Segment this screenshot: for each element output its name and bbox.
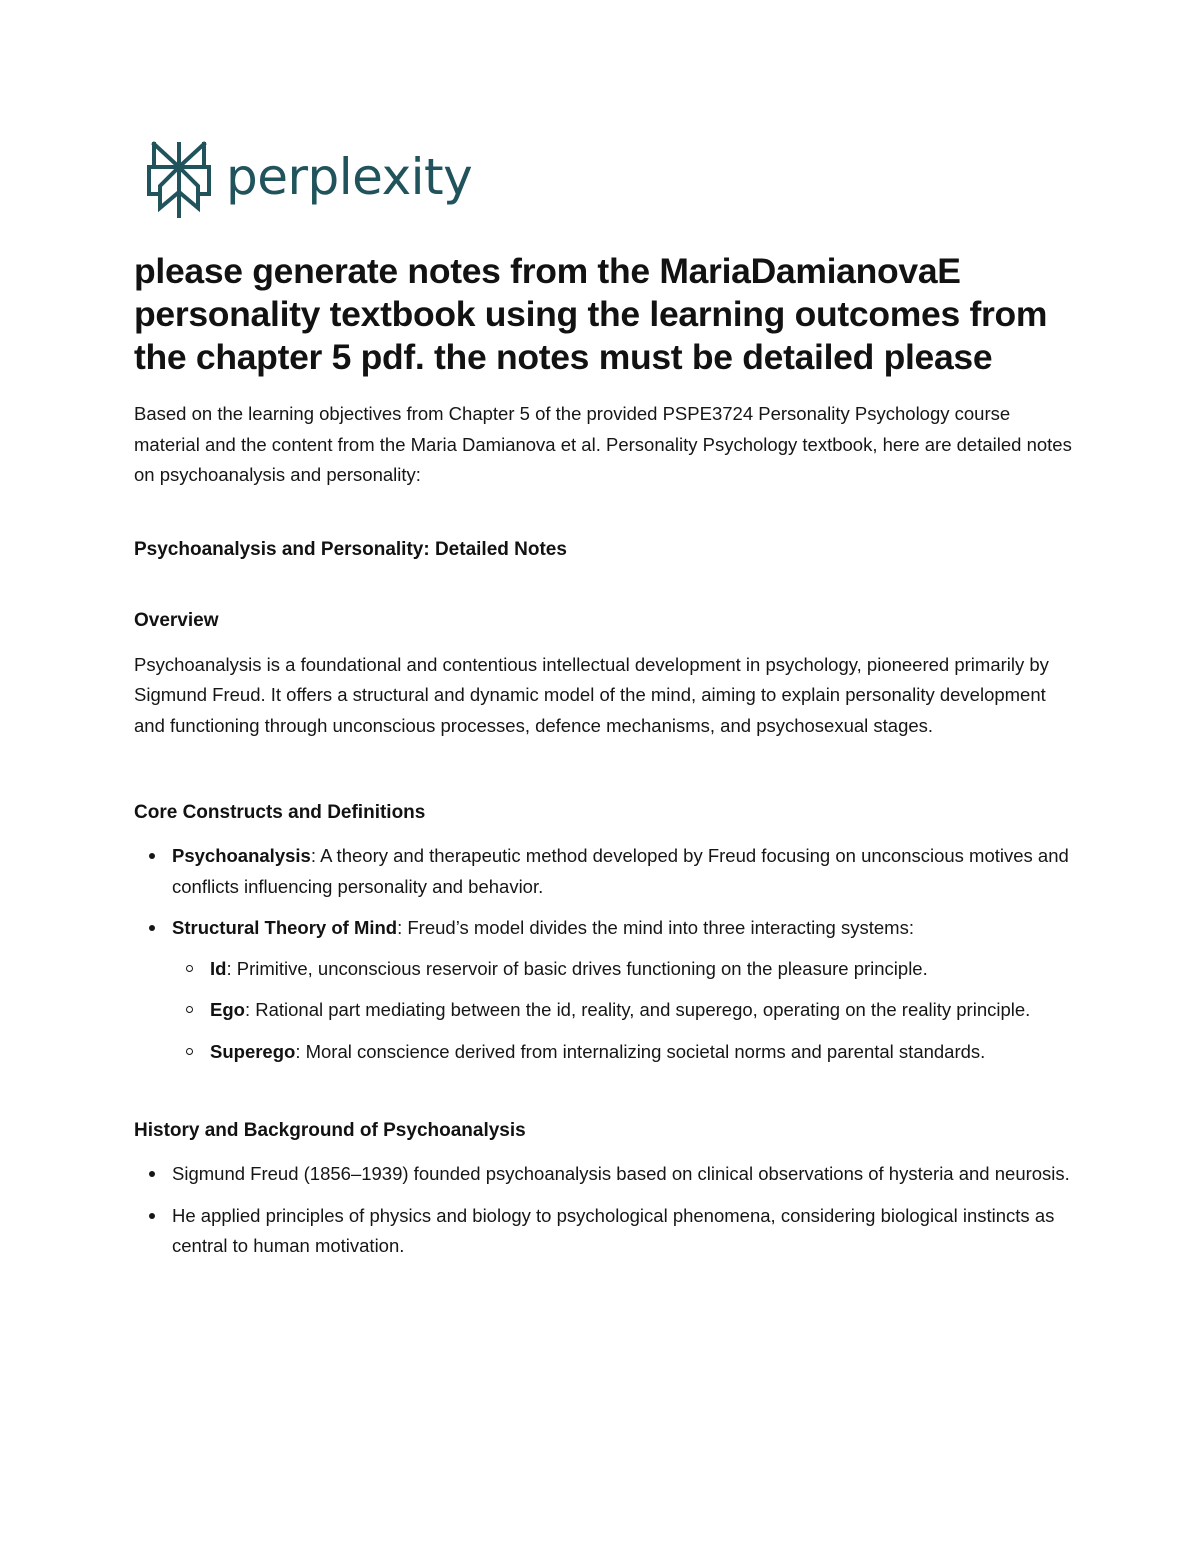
- notes-content: [134, 250, 1074, 1273]
- list-item-superego: [172, 1037, 1074, 1068]
- definition-psychoanalysis: : A theory and therapeutic method developed by Freud focusing on unconscious motives and conflicts influencing personality and behavior.: [172, 845, 1069, 897]
- list-item-id: [172, 954, 1074, 985]
- core-constructs-list: [134, 841, 1074, 1067]
- term-id: Id: [210, 957, 227, 979]
- overview-paragraph: Psychoanalysis is a foundational and contentious intellectual development in psychology, pioneered primarily by Sigmund Freud. It offers a structural and dynamic model of the mind, aiming to explain personality development and functioning through unconscious processes, defence mechanisms, and psychosexual stages.: [134, 653, 1049, 736]
- term-structural-theory: Structural Theory of Mind: [172, 917, 398, 938]
- term-superego: Superego: [210, 1040, 296, 1062]
- perplexity-logo-icon: [146, 140, 212, 220]
- term-psychoanalysis: Psychoanalysis: [172, 845, 311, 866]
- perplexity-logo: [146, 140, 472, 220]
- definition-structural-theory: : Freud’s model divides the mind into three interacting systems:: [397, 917, 914, 938]
- list-item-structural-theory: [134, 913, 1074, 1067]
- main-heading: Psychoanalysis and Personality: Detailed Notes: [134, 538, 567, 560]
- term-ego: Ego: [210, 999, 245, 1020]
- list-item: He applied principles of physics and biology to psychological phenomena, considering biological instincts as central to human motivation.: [134, 1201, 1074, 1262]
- list-item: Sigmund Freud (1856–1939) founded psychoanalysis based on clinical observations of hysteria and neurosis.: [134, 1159, 1074, 1190]
- list-item-ego: [172, 995, 1074, 1026]
- definition-id: : Primitive, unconscious reservoir of basic drives functioning on the pleasure principle.: [226, 957, 928, 979]
- intro-paragraph: Based on the learning objectives from Chapter 5 of the provided PSPE3724 Personality Psychology course material and the content from the Maria Damianova et al. Personality Psychology textbook, here are detailed notes on psychoanalysis and personality:: [134, 403, 1072, 485]
- page-title: please generate notes from the MariaDamianovaE personality textbook using the learning outcomes from the chapter 5 pdf. the notes must be detailed please: [134, 251, 1048, 377]
- core-constructs-heading: Core Constructs and Definitions: [134, 802, 426, 823]
- overview-heading: Overview: [134, 609, 219, 631]
- structural-systems-list: [172, 954, 1074, 1068]
- list-item-psychoanalysis: [134, 841, 1074, 902]
- history-heading: History and Background of Psychoanalysis: [134, 1120, 526, 1141]
- perplexity-wordmark: perplexity: [226, 148, 473, 206]
- definition-ego: : Rational part mediating between the id, reality, and superego, operating on the reality principle.: [244, 999, 1031, 1020]
- history-list: [134, 1159, 1074, 1262]
- definition-superego: : Moral conscience derived from internalizing societal norms and parental standards.: [295, 1040, 986, 1062]
